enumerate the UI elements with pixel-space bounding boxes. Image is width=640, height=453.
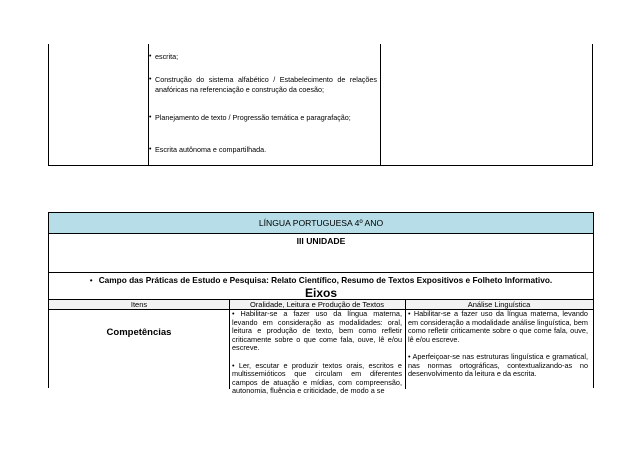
previous-content-column	[148, 44, 381, 165]
previous-analysis-column	[381, 44, 592, 165]
curriculum-table	[48, 212, 594, 396]
oralidade-paragraph: • Habilitar-se a fazer uso da língua materna, levando em consideração as modalidades: oral, leitura e produção de texto, bem como refletir criticamente sobre o que come fala, ouve, lê e/ou escreve.	[232, 309, 402, 353]
analise-cell	[408, 310, 588, 387]
content-bullet	[152, 113, 377, 123]
eixos-heading: Eixos	[49, 287, 593, 300]
column-divider	[229, 300, 230, 389]
content-bullet-text: • Construção do sistema alfabético / Estabelecimento de relações anafóricas na referenciação e construção da coesão;	[155, 75, 377, 94]
column-divider	[405, 300, 406, 389]
table-title: LÍNGUA PORTUGUESA 4º ANO	[49, 213, 593, 234]
header-oralidade: Oralidade, Leitura e Produção de Textos	[249, 300, 385, 309]
oralidade-paragraph: • Ler, escutar e produzir textos orais, escritos e multissemióticos que circulam em diferentes campos de atuação e mídias, com compreensão, autonomia, fluência e criticidade, de modo a se	[232, 360, 402, 396]
header-analise: Análise Linguística	[467, 300, 531, 309]
content-bullet	[152, 75, 377, 95]
competencias-label: Competências	[106, 327, 172, 338]
analise-paragraph: • Aperfeiçoar-se nas estruturas linguística e gramatical, nas normas ortográficas, contextualizando-as no desenvolvimento da leitura e da escrita.	[408, 351, 588, 379]
practice-field-text: Campo das Práticas de Estudo e Pesquisa: Relato Científico, Resumo de Textos Expositivos e Folheto Informativo.	[98, 275, 553, 285]
practice-field	[49, 273, 593, 287]
analise-paragraph: • Habilitar-se a fazer uso da língua materna, levando em consideração a modalidade análise linguística, bem como refletir criticamente sobre o que come fala, ouve, lê e/ou escreve.	[408, 309, 588, 344]
content-bullet-text: • escrita;	[155, 52, 179, 61]
previous-items-column	[49, 44, 149, 165]
content-bullet-text: • Escrita autônoma e compartilhada.	[155, 145, 267, 154]
oralidade-cell	[232, 310, 402, 405]
header-itens: Itens	[130, 300, 148, 309]
bullet-icon: •	[89, 275, 93, 285]
content-bullet-text: • Planejamento de texto / Progressão temática e paragrafação;	[155, 113, 351, 122]
previous-unit-table	[48, 44, 593, 166]
unit-heading: III UNIDADE	[49, 234, 593, 273]
content-bullet	[152, 145, 377, 155]
content-bullet	[152, 52, 377, 62]
